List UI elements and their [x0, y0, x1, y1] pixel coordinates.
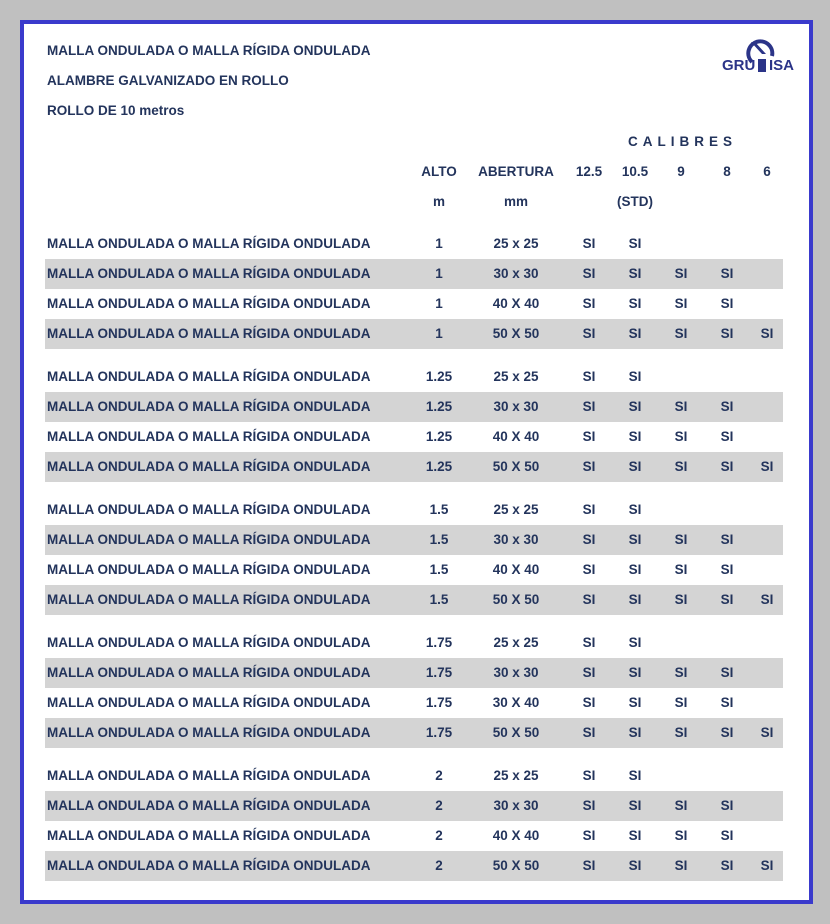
cell-alto: 2: [435, 798, 443, 813]
cell-c9: SI: [674, 798, 688, 813]
cell-c105: SI: [628, 296, 642, 311]
cell-c8: SI: [720, 858, 734, 873]
table-row: [45, 585, 783, 615]
cell-desc: MALLA ONDULADA O MALLA RÍGIDA ONDULADA: [47, 296, 371, 311]
table-row: [45, 688, 783, 718]
table-row: [45, 555, 783, 585]
cell-c8: SI: [720, 532, 734, 547]
cell-c6: [747, 791, 787, 821]
table-row: [45, 319, 783, 349]
cell-c125: SI: [582, 369, 596, 384]
cell-c6: [747, 761, 787, 791]
cell-desc: MALLA ONDULADA O MALLA RÍGIDA ONDULADA: [47, 399, 371, 414]
cell-abertura: 25 x 25: [493, 369, 539, 384]
cell-c8: SI: [720, 562, 734, 577]
col-alto-unit: m: [432, 194, 445, 209]
table-row: [45, 259, 783, 289]
title-product: MALLA ONDULADA O MALLA RÍGIDA ONDULADA: [47, 43, 371, 58]
cell-c8: [707, 362, 747, 392]
table-row: [45, 791, 783, 821]
cell-c8: SI: [720, 798, 734, 813]
cell-c125: SI: [582, 296, 596, 311]
cell-alto: 2: [435, 768, 443, 783]
document-frame: [20, 20, 813, 904]
cell-c125: SI: [582, 429, 596, 444]
cell-c6: [747, 422, 787, 452]
cell-c105: SI: [628, 459, 642, 474]
table-row: [45, 851, 783, 881]
cell-c9: [661, 628, 701, 658]
cell-abertura: 50 X 50: [492, 592, 540, 607]
cell-alto: 1.5: [429, 502, 449, 517]
cell-c6: [747, 495, 787, 525]
cell-c9: SI: [674, 459, 688, 474]
cell-alto: 1.75: [425, 725, 453, 740]
cell-c105: SI: [628, 399, 642, 414]
cell-desc: MALLA ONDULADA O MALLA RÍGIDA ONDULADA: [47, 592, 371, 607]
cell-c8: SI: [720, 695, 734, 710]
cell-abertura: 50 X 50: [492, 326, 540, 341]
cell-alto: 1.25: [425, 399, 453, 414]
cell-alto: 1: [435, 326, 443, 341]
cell-c9: SI: [674, 695, 688, 710]
title-material: ALAMBRE GALVANIZADO EN ROLLO: [47, 73, 289, 88]
cell-abertura: 50 X 50: [492, 725, 540, 740]
cell-c9: SI: [674, 399, 688, 414]
cell-desc: MALLA ONDULADA O MALLA RÍGIDA ONDULADA: [47, 502, 371, 517]
cell-c105: SI: [628, 858, 642, 873]
cell-c125: SI: [582, 399, 596, 414]
cell-c105: SI: [628, 592, 642, 607]
cell-c125: SI: [582, 266, 596, 281]
cell-alto: 1: [435, 296, 443, 311]
cell-c9: [661, 495, 701, 525]
cell-abertura: 30 x 30: [493, 665, 539, 680]
table-row: [45, 658, 783, 688]
cell-abertura: 50 X 50: [492, 858, 540, 873]
cell-abertura: 30 x 30: [493, 266, 539, 281]
cell-c8: SI: [720, 665, 734, 680]
cell-c125: SI: [582, 695, 596, 710]
cell-abertura: 40 X 40: [492, 562, 540, 577]
cell-desc: MALLA ONDULADA O MALLA RÍGIDA ONDULADA: [47, 459, 371, 474]
cell-abertura: 25 x 25: [493, 502, 539, 517]
cell-c6: [747, 259, 787, 289]
calibres-title: CALIBRES: [628, 134, 738, 149]
col-std-note: (STD): [617, 194, 653, 209]
cell-c8: SI: [720, 828, 734, 843]
table-row: [45, 392, 783, 422]
logo-text-right: ISA: [769, 57, 795, 74]
col-calibre-9: 9: [677, 164, 685, 179]
cell-alto: 1: [435, 236, 443, 251]
cell-desc: MALLA ONDULADA O MALLA RÍGIDA ONDULADA: [47, 828, 371, 843]
cell-abertura: 40 X 40: [492, 828, 540, 843]
cell-c125: SI: [582, 592, 596, 607]
cell-desc: MALLA ONDULADA O MALLA RÍGIDA ONDULADA: [47, 768, 371, 783]
cell-alto: 2: [435, 828, 443, 843]
table-row: [45, 422, 783, 452]
cell-alto: 2: [435, 858, 443, 873]
cell-abertura: 40 X 40: [492, 296, 540, 311]
table-row: [45, 495, 783, 525]
cell-c8: SI: [720, 592, 734, 607]
cell-c9: SI: [674, 296, 688, 311]
cell-c9: SI: [674, 725, 688, 740]
cell-abertura: 30 x 30: [493, 399, 539, 414]
cell-c6: [747, 525, 787, 555]
cell-c6: [747, 392, 787, 422]
cell-c125: SI: [582, 828, 596, 843]
cell-c9: [661, 761, 701, 791]
cell-c9: SI: [674, 326, 688, 341]
cell-c6: [747, 289, 787, 319]
cell-desc: MALLA ONDULADA O MALLA RÍGIDA ONDULADA: [47, 695, 371, 710]
cell-c9: SI: [674, 266, 688, 281]
cell-c8: [707, 495, 747, 525]
cell-c105: SI: [628, 635, 642, 650]
cell-c125: SI: [582, 665, 596, 680]
cell-c105: SI: [628, 266, 642, 281]
cell-desc: MALLA ONDULADA O MALLA RÍGIDA ONDULADA: [47, 635, 371, 650]
cell-c105: SI: [628, 725, 642, 740]
cell-alto: 1.75: [425, 665, 453, 680]
table-row: [45, 362, 783, 392]
cell-c125: SI: [582, 562, 596, 577]
cell-c8: SI: [720, 399, 734, 414]
cell-c8: SI: [720, 429, 734, 444]
col-calibre-10-5: 10.5: [621, 164, 649, 179]
cell-c9: SI: [674, 828, 688, 843]
cell-desc: MALLA ONDULADA O MALLA RÍGIDA ONDULADA: [47, 562, 371, 577]
cell-c125: SI: [582, 236, 596, 251]
col-abertura: ABERTURA: [478, 164, 554, 179]
table-row: [45, 452, 783, 482]
logo-text-left: GRU: [722, 57, 756, 74]
cell-alto: 1.5: [429, 532, 449, 547]
col-abertura-unit: mm: [503, 194, 528, 209]
col-calibre-8: 8: [723, 164, 731, 179]
cell-abertura: 25 x 25: [493, 635, 539, 650]
cell-c105: SI: [628, 828, 642, 843]
cell-alto: 1.25: [425, 429, 453, 444]
cell-desc: MALLA ONDULADA O MALLA RÍGIDA ONDULADA: [47, 858, 371, 873]
cell-abertura: 40 X 40: [492, 429, 540, 444]
cell-c9: SI: [674, 429, 688, 444]
cell-alto: 1.75: [425, 635, 453, 650]
cell-c125: SI: [582, 725, 596, 740]
cell-c105: SI: [628, 369, 642, 384]
cell-c125: SI: [582, 858, 596, 873]
cell-c9: [661, 229, 701, 259]
cell-c6: [747, 688, 787, 718]
cell-desc: MALLA ONDULADA O MALLA RÍGIDA ONDULADA: [47, 369, 371, 384]
cell-c9: [661, 362, 701, 392]
table-row: [45, 525, 783, 555]
col-calibre-6: 6: [763, 164, 771, 179]
cell-c9: SI: [674, 562, 688, 577]
col-calibre-12-5: 12.5: [575, 164, 603, 179]
cell-c8: SI: [720, 326, 734, 341]
cell-c6: [747, 362, 787, 392]
cell-c8: [707, 229, 747, 259]
cell-c6: [747, 821, 787, 851]
cell-abertura: 50 X 50: [492, 459, 540, 474]
table-row: [45, 761, 783, 791]
cell-c8: [707, 761, 747, 791]
table-row: [45, 229, 783, 259]
cell-c6: SI: [760, 858, 774, 873]
cell-c8: SI: [720, 296, 734, 311]
cell-alto: 1.25: [425, 459, 453, 474]
cell-c125: SI: [582, 326, 596, 341]
cell-c8: [707, 628, 747, 658]
cell-c105: SI: [628, 798, 642, 813]
table-row: [45, 718, 783, 748]
cell-c105: SI: [628, 695, 642, 710]
cell-c125: SI: [582, 502, 596, 517]
cell-desc: MALLA ONDULADA O MALLA RÍGIDA ONDULADA: [47, 532, 371, 547]
cell-c6: SI: [760, 459, 774, 474]
cell-c105: SI: [628, 429, 642, 444]
cell-abertura: 30 x 30: [493, 532, 539, 547]
cell-abertura: 30 x 30: [493, 798, 539, 813]
cell-c6: [747, 229, 787, 259]
cell-c9: SI: [674, 532, 688, 547]
col-alto: ALTO: [421, 164, 457, 179]
grudisa-logo: [722, 36, 806, 74]
cell-desc: MALLA ONDULADA O MALLA RÍGIDA ONDULADA: [47, 266, 371, 281]
cell-desc: MALLA ONDULADA O MALLA RÍGIDA ONDULADA: [47, 326, 371, 341]
cell-c125: SI: [582, 768, 596, 783]
cell-abertura: 30 X 40: [492, 695, 540, 710]
cell-c125: SI: [582, 798, 596, 813]
cell-c105: SI: [628, 326, 642, 341]
cell-c6: [747, 628, 787, 658]
cell-c125: SI: [582, 532, 596, 547]
cell-alto: 1.5: [429, 592, 449, 607]
cell-c105: SI: [628, 532, 642, 547]
cell-c8: SI: [720, 459, 734, 474]
cell-c6: [747, 555, 787, 585]
cell-c105: SI: [628, 768, 642, 783]
cell-c105: SI: [628, 665, 642, 680]
cell-desc: MALLA ONDULADA O MALLA RÍGIDA ONDULADA: [47, 236, 371, 251]
table-row: [45, 628, 783, 658]
cell-c105: SI: [628, 562, 642, 577]
cell-alto: 1: [435, 266, 443, 281]
cell-c6: SI: [760, 592, 774, 607]
cell-c6: SI: [760, 326, 774, 341]
cell-c6: SI: [760, 725, 774, 740]
table-row: [45, 289, 783, 319]
cell-c105: SI: [628, 502, 642, 517]
cell-c125: SI: [582, 459, 596, 474]
title-roll: ROLLO DE 10 metros: [47, 103, 185, 118]
cell-desc: MALLA ONDULADA O MALLA RÍGIDA ONDULADA: [47, 798, 371, 813]
cell-abertura: 25 x 25: [493, 236, 539, 251]
cell-abertura: 25 x 25: [493, 768, 539, 783]
cell-desc: MALLA ONDULADA O MALLA RÍGIDA ONDULADA: [47, 725, 371, 740]
cell-c9: SI: [674, 665, 688, 680]
cell-alto: 1.5: [429, 562, 449, 577]
cell-desc: MALLA ONDULADA O MALLA RÍGIDA ONDULADA: [47, 429, 371, 444]
cell-c125: SI: [582, 635, 596, 650]
cell-c8: SI: [720, 725, 734, 740]
cell-c105: SI: [628, 236, 642, 251]
cell-c9: SI: [674, 592, 688, 607]
cell-desc: MALLA ONDULADA O MALLA RÍGIDA ONDULADA: [47, 665, 371, 680]
cell-c6: [747, 658, 787, 688]
cell-alto: 1.25: [425, 369, 453, 384]
cell-c9: SI: [674, 858, 688, 873]
cell-c8: SI: [720, 266, 734, 281]
table-row: [45, 821, 783, 851]
cell-alto: 1.75: [425, 695, 453, 710]
